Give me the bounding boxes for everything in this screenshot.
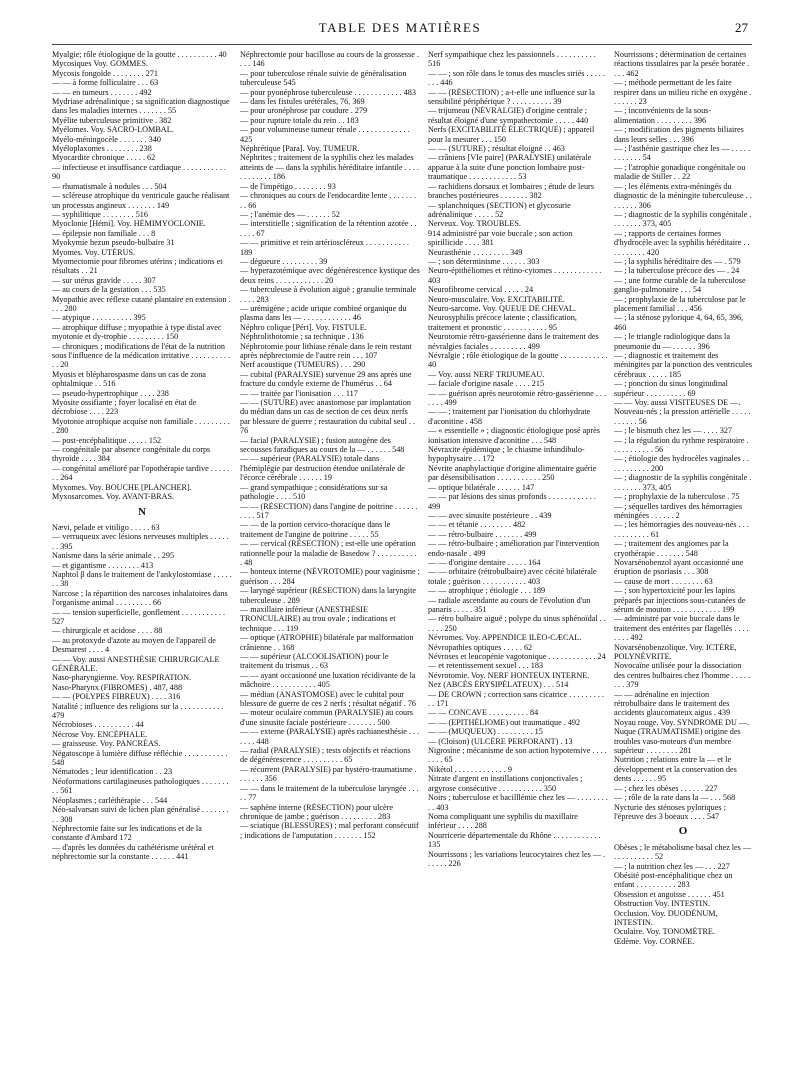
index-entry: — pour volumineuse tumeur rénale . . . . . . . . . . . . . 425 — [240, 125, 410, 144]
index-entry: Nerf sympathique chez les passionnels . . . . . . . . . . 516 — [428, 50, 596, 69]
index-entry: — ; rôle de la rate dans la — . . . 568 — [614, 793, 736, 803]
index-entry: Myosis et blépharospasme dans un cas de zona ophtalmique . . 516 — [52, 369, 206, 389]
index-entry: Mydriase adrénalinique ; sa signification diagnostique dans les maladies internes . . . . . . . 55 — [52, 97, 230, 116]
index-entry: — ; ponction du sinus longitudinal supérieur . . . . . . . . . . 69 — [614, 379, 728, 398]
index-entry: — — guérison après neurotomie rétro-gassérienne . . . . . . . 499 — [428, 388, 607, 408]
index-entry: Nerf acoustique (TUMEURS) . . . 290 — [240, 360, 366, 370]
index-entry: Noma compliquant une syphilis du maxillaire inférieur . . . . 288 — [428, 811, 578, 831]
section-letter: N — [138, 505, 146, 518]
index-entry: Névraxite épidémique ; le chiasme infundibulo-hypophysaire . . 172 — [428, 445, 585, 464]
index-entry: Neurasthénie . . . . . . . . . 349 — [428, 247, 523, 257]
index-entry: Obésité post-encéphalitique chez un enfant . . . . . . . . . . 283 — [614, 870, 733, 890]
index-entry: — atypique . . . . . . . . . . 395 — [52, 313, 146, 323]
index-entry: Œdème. Voy. CORNÉE. — [614, 936, 695, 946]
index-entry: Occlusion. Voy. DUODÉNUM, INTESTIN. — [614, 908, 718, 927]
index-entry: — ; prophylaxie de la tuberculose . 75 — [614, 492, 740, 502]
index-entry: — optique (ATROPHIE) bilatérale par malformation crânienne . . 168 — [240, 633, 414, 652]
index-entry: Nouveau-nés ; la pression artérielle . . . . . . . . . . . 56 — [614, 407, 751, 426]
index-entry: — de l'impétigo . . . . . . . . 93 — [240, 181, 336, 191]
index-entry: Nerfs (EXCITABILITÉ ÉLECTRIQUE) ; appareil pour la mesurer . . . 150 — [428, 125, 595, 144]
index-entry: — — (EPITHÉLIOME) out traumatique . 492 — [428, 717, 581, 727]
index-entry: Myélomes. Voy. SACRO-LOMBAL. — [52, 125, 174, 135]
index-entry: Nématodes ; leur identification . . 23 — [52, 767, 173, 777]
index-entry: — — (RÉSECTION) dans l'angine de poitrine . . . . . . . . . . 517 — [240, 501, 418, 520]
index-entry: Néphro colique [Péri]. Voy. FISTULE. — [240, 322, 367, 332]
index-entry: — — (MUQUEUX) . . . . . . . . . 15 — [428, 727, 543, 737]
index-entry: — ; chez les obèses . . . . . . 227 — [614, 783, 718, 793]
index-entry: — administré par voie buccale dans le traitement des entérites par flagellés . . . . . . . . 492 — [614, 614, 749, 643]
index-entry: Négatoscope à lumière diffuse réfléchie . . . . . . . . . . . 548 — [52, 748, 228, 768]
index-entry: — radiale ascendante au cours de l'évolution d'un panaris . . . . . 351 — [428, 595, 591, 614]
index-entry: — pour uronéphrose par coudure . 279 — [240, 106, 368, 116]
index-entry: — — traitée par l'ionisation . . . 117 — [240, 388, 358, 398]
header-rule — [52, 44, 752, 45]
index-entry: Nez (ABCÈS ÉRYSIPÉLATEUX) . . . 514 — [428, 680, 569, 690]
index-entry: — et retentissement sexuel . . . 183 — [428, 661, 544, 671]
index-entry: Novocaïne utilisée pour la dissociation des centres bulbaires chez l'homme . . . . . . . . 379 — [614, 661, 751, 690]
index-entry: Neurosyphilis précoce latente ; classification, traitement et pronostic . . . . . . . . . . . 95 — [428, 313, 577, 332]
index-entry: — honteux interne (NÉVROTOMIE) pour vaginisme ; guérison . . . 284 — [240, 567, 420, 586]
index-entry: Neurotomie rétro-gassérienne dans le traitement des névralgies faciales . . . . . . . . . 499 — [428, 332, 599, 351]
index-entry: — ; la syphilis héréditaire des — . 579 — [614, 256, 741, 266]
index-entry: Noirs ; tuberculose et bacilllémie chez les — . . . . . . . . . . 403 — [428, 793, 608, 812]
index-entry: — — par lésions des sinus profonds . . . . . . . . . . . . 499 — [428, 492, 596, 511]
index-entry: — rachidiens dorsaux et lombaires ; étude de leurs branches postérieures . . . . . . . 382 — [428, 181, 594, 201]
index-entry: Novarsénobenzolique. Voy. ICTÈRE, POLYNÉVRITE. — [614, 642, 737, 661]
index-entry: Néphrotomie pour lithiase rénale dans le rein restant après néphrectomie de l'autre rein . . . 107 — [240, 341, 412, 360]
index-entry: — ; prophylaxie de la tuberculose par le placement familial . . . 456 — [614, 294, 746, 313]
index-entry: Mycosis fongoïde . . . . . . . . 271 — [52, 68, 158, 78]
index-column-2 — [240, 50, 420, 840]
index-entry: — moteur oculaire commun (PARALYSIE) au cours d'une sinusite faciale postérieure . . . . . . . 500 — [240, 708, 414, 727]
index-entry: — et gigantisme . . . . . . . . 413 — [52, 560, 154, 570]
index-entry: — au cours de la gestation . . . 535 — [52, 285, 166, 295]
index-entry: Myomectomie pour fibromes utérins ; indications et résultats . . 21 — [52, 256, 223, 276]
index-entry: — pour pyonéphrose tuberculeuse . . . . . . . . . . . . 483 — [240, 87, 416, 97]
index-entry: — — de la portion cervico-thoracique dans le traitement de l'angine de poitrine . . . . . 55 — [240, 520, 391, 539]
index-entry: Néoplasmes ; carléthérapie . . . 544 — [52, 795, 168, 805]
index-entry: — — ; traitement par l'ionisation du chlorhydrate d'aconitine . 458 — [428, 407, 591, 426]
index-entry: Nycturie des sténoses pyloriques ; l'épreuve des 3 boeaux . . . . 547 — [614, 802, 726, 821]
index-entry: — post-encéphalitique . . . . . 152 — [52, 435, 162, 445]
index-column-3 — [428, 50, 608, 868]
index-entry: Myosite ossifiante ; foyer localisé en état de décrobiose . . . . 223 — [52, 398, 197, 417]
index-entry: — sciatique (BLESSURES) ; mal perforant consécutif ; indications de l'amputation . . . . . . . 152 — [240, 821, 419, 840]
index-entry: — scléreuse atrophique du ventricule gauche réalisant un processus angineux . . . . . . . 149 — [52, 191, 230, 210]
index-entry: — — (RÉSECTION) ; a-t-elle une influence sur la sensibilité périphérique ? . . . . . . . . . . 39 — [428, 87, 595, 107]
index-entry: — optique bilatérale . . . . . . 147 — [428, 482, 535, 492]
index-entry: Nuque (TRAUMATISME) origine des troubles vaso-moteurs d'un membre supérieur . . . . . . . . 281 — [614, 727, 741, 756]
index-entry: — — cervical (RÉSECTION) ; est-elle une opération rationnelle pour la maladie de Basedow ? . . . . . . . . . . . 48 — [240, 539, 417, 567]
index-entry: — — rétro-bulbaire ; amélioration par l'intervention endo-nasale . 499 — [428, 539, 600, 558]
index-entry: Obsession et angoisse . . . . . . 451 — [614, 889, 725, 899]
index-entry: — syphilitique . . . . . . . . 516 — [52, 209, 148, 219]
index-entry: — — adrénaline en injection rétrobulbaire dans le traitement des accidents glaucomateux aigus . 439 — [614, 689, 731, 718]
running-title: TABLE DES MATIÈRES — [318, 20, 482, 35]
index-entry: — urémigène ; acide urique combiné organique du plasma dans les — . . . . . . . . . . . . 46 — [240, 303, 407, 323]
index-entry: Névroses et leucopénie vagotonique . . . . . . . . . . . . 24 — [428, 652, 606, 661]
index-entry: — épilepsie non familiale . . . 8 — [52, 228, 156, 238]
index-entry: — ; séquelles tardives des hémorragies méningées . . . . . . 2 — [614, 501, 743, 520]
index-entry: Nævi, pelade et vitiligo . . . . . 63 — [52, 522, 160, 532]
index-entry: — — Voy. aussi VISITEUSES DE —. — [614, 398, 741, 408]
index-entry: — — dans le traitement de la tuberculose laryngée . . . . . 77 — [240, 783, 419, 803]
index-entry: — splanchniques (SECTION) et glycosurie adrénalinique . . . . . 52 — [428, 200, 571, 219]
index-entry: — congénital amélioré par l'opothérapie tardive . . . . . . . 264 — [52, 463, 230, 483]
index-entry: — grand sympathique ; considérations sur sa pathologie . . . . 510 — [240, 482, 388, 502]
index-entry: Myxomes. Voy. BOUCHE [PLANCHER]. — [52, 482, 192, 492]
index-entry: Naso-pharyngienne. Voy. RESPIRATION. — [52, 673, 192, 683]
index-entry: — atrophique diffuse ; myopathie à type distal avec myotonie et dy-trophie . . . . . . . . . 150 — [52, 322, 222, 342]
index-entry: Naphtol β dans le traitement de l'ankylostomiase . . . . . . . 38 — [52, 569, 232, 589]
index-entry: — sur utérus gravide . . . . . 307 — [52, 275, 156, 285]
index-entry: — DE CROWN ; correction sans cicatrice . . . . . . . . . . . 171 — [428, 689, 604, 709]
index-entry: — maxillaire inférieur (ANESTHÉSIE TRONCULAIRE) au trou ovale ; indications et technique . . . 119 — [240, 604, 396, 633]
index-entry: — ; l'anémie des — . . . . . . 52 — [240, 209, 340, 219]
index-entry: Myokymie hezun pseudo-bulbaire 31 — [52, 238, 175, 248]
index-entry: Natalité ; influence des religions sur la . . . . . . . . . . . 479 — [52, 701, 224, 721]
index-entry: — ; son déterminisme . . . . . . 303 — [428, 256, 540, 266]
index-entry: — trijumeau (NÉVRALGIE) d'origine centrale ; résultat éloigné d'une sympathectomie . . . . . 440 — [428, 106, 589, 125]
index-entry: — ; traitement des angiomes par la cryothérapie . . . . . . . 548 — [614, 539, 729, 558]
index-entry: Néoformations cartilagineuses pathologiques . . . . . . . . . 561 — [52, 776, 229, 796]
index-entry: — — externe (PARALYSIE) après rachianesthésie . . . . . . . 448 — [240, 727, 420, 746]
index-entry: Novarsénobenzol ayant occasionné une éruption de psoriasis . . . 308 — [614, 557, 744, 577]
index-entry: — d'après les données du cathétérisme urétéral et néphrectomie sur la constante . . . . . . 441 — [52, 842, 214, 862]
index-entry: Névropathies optiques . . . . . 62 — [428, 642, 533, 652]
index-entry: — cubital (PARALYSIE) survenue 29 ans après une fracture du condyle externe de l'humérus . . 64 — [240, 369, 412, 389]
index-entry: — — rétro-bulbaire . . . . . . . 499 — [428, 529, 537, 539]
index-entry: — radial (PARALYSIE) ; tests objectifs et réactions de dégénérescence . . . . . . . . . . 65 — [240, 746, 411, 765]
index-entry: Myoclonie [Hémi]. Voy. HÉMIMYOCLONIE. — [52, 219, 206, 229]
index-column-1 — [52, 50, 232, 862]
section-letter: O — [678, 825, 688, 838]
index-entry: Myélite tuberculeuse primitive . 382 — [52, 115, 172, 125]
index-entry: — graisseuse. Voy. PANCRÉAS. — [52, 739, 161, 749]
index-entry: Oculaire. Voy. TONOMÈTRE. — [614, 927, 715, 937]
index-entry: — ; diagnostic de la syphilis congénitale . . . . . . . . 373, 405 — [614, 473, 752, 492]
index-entry: — — et tétanie . . . . . . . . 482 — [428, 520, 526, 530]
index-entry: — interstitielle ; signification de la rétention azotée . . . . . . 67 — [240, 219, 417, 238]
index-entry: Néphrectomie faite sur les indications et de la constante d'Ambard 172 — [52, 823, 202, 843]
index-entry: Neuro-musculaire. Voy. EXCITABILITÉ. — [428, 294, 565, 304]
index-entry: — ; une forme curable de la tuberculose ganglio-pulmonaire . . . 54 — [614, 275, 746, 295]
index-entry: Nitrate d'argent en instillations conjonctivales ; argyrose consécutive . . . . . . . . . . . 350 — [428, 774, 583, 793]
index-entry: Nourrissons ; détermination de certaines réactions tissulaires par la pesée boratée . . . . 462 — [614, 50, 750, 78]
index-entry: — laryngé supérieur (RÉSECTION) dans la laryngite tuberculeuse . 289 — [240, 586, 416, 605]
index-entry: — ; l'asthénie gastrique chez les — . . . . . . . . . . . . 54 — [614, 144, 751, 163]
index-entry: — — en tumeurs . . . . . . . 492 — [52, 87, 152, 97]
index-entry: — ; modification des pigments biliaires dans leurs selles . . . 396 — [614, 125, 744, 144]
index-entry: — ; la sténose pylorique 4, 64, 65, 396, 460 — [614, 313, 744, 332]
index-entry: Nigrosine ; mécanisme de son action hypotensive . . . . . . . . 65 — [428, 746, 607, 765]
index-entry: — congénitale par absence congénitale du corps thyroïde . . . . 384 — [52, 445, 211, 464]
index-entry: — ; la tuberculose précoce des — . 24 — [614, 266, 740, 276]
index-entry: Narcose ; la répartition des narcoses inhalatoires dans l'organisme animal . . . . . . . . . 66 — [52, 588, 228, 608]
index-entry: — ; rapports de certaines formes d'hydrocèle avec la syphilis héréditaire . . . . . . . . . . 420 — [614, 228, 750, 257]
index-entry: — ; les hémorragies des nouveau-nés . . . . . . . . . . . . 61 — [614, 520, 749, 539]
index-entry: — ; étiologie des hydrocèles vaginales . . . . . . . . . . . 200 — [614, 454, 749, 473]
index-entry: Neuro-sarcome. Voy. QUEUE DE CHEVAL. — [428, 303, 576, 313]
index-entry: — facial (PARALYSIE) ; fusion autogène des secousses faradiques au cours de la — . . . . . . 548 — [240, 435, 405, 455]
index-entry: Neurofibrome cervical . . . . . 24 — [428, 285, 534, 295]
index-entry: — ; le bismuth chez les — . . . . 327 — [614, 426, 733, 436]
index-entry: — ; diagnostic de la syphilis congénitale . . . . . . . . 373, 405 — [614, 209, 752, 229]
index-entry: Myélo-méningocèle . . . . . . . 340 — [52, 134, 161, 144]
index-entry: — — d'origine dentaire . . . . . 164 — [428, 557, 541, 567]
index-entry: — saphène interne (RÉSECTION) pour ulcère chronique de jambe ; guérison . . . . . . . . . 283 — [240, 802, 394, 821]
index-entry: — — (SUTURE) ; résultat éloigné . . 463 — [428, 144, 565, 154]
index-entry: — ; diagnostic et traitement des méningites par la ponction des ventricules cérébraux . . . . . 185 — [614, 351, 752, 379]
index-entry: — faciale d'origine nasale . . . . 215 — [428, 379, 545, 389]
index-entry: — cause de mort . . . . . . . . 63 — [614, 576, 713, 586]
index-entry: Néphrolithotomie ; sa technique . 136 — [240, 332, 364, 342]
index-entry: Noyau rouge. Voy. SYNDROME DU —. — [614, 717, 750, 727]
index-entry: Nécrose Voy. ENCÉPHALE. — [52, 729, 148, 739]
index-entry: — chroniques au cours de l'endocardite lente . . . . . . . . . 66 — [240, 191, 417, 210]
index-entry: — ; l'atrophie gonadique congénitale ou maladie de Stiller . . 22 — [614, 162, 746, 182]
index-entry: Mycosiques Voy. GOMMES. — [52, 59, 149, 69]
index-entry: Nutrition ; relations entre la — et le développement et la conservation des dents . . . . . . 95 — [614, 755, 737, 784]
index-entry: — — avec sinusite postérieure . . 439 — [428, 510, 552, 520]
index-entry: — ; méthode permettant de les faire respirer dans un milieu riche en oxygène . . . . . . . 23 — [614, 78, 752, 107]
index-entry: — ; les éléments extra-méningés du diagnostic de la méningite tuberculeuse . . . . . . . . 306 — [614, 181, 752, 210]
index-entry: Myomes. Voy. UTÉRUS. — [52, 247, 136, 257]
index-entry: — rétro bulbaire aiguë ; polype du sinus sphénoïdal . . . . . . 250 — [428, 614, 606, 633]
index-entry: Néphrites ; traitement de la syphilis chez les malades atteints de — dans la syphilis héréditaire infantile . . . . . . . . . . . . 186 — [240, 153, 419, 182]
index-entry: — chirurgicale et acidose . . . . 88 — [52, 626, 163, 636]
index-entry: — hyperazotémique avec dégénérescence kystique des deux reins . . . . . . . . . . . . 20 — [240, 266, 420, 285]
index-entry: Névrotomie. Voy. NERF HONTEUX INTERNE. — [428, 670, 590, 680]
index-entry: Névralgie ; rôle étiologique de la goutte . . . . . . . . . . . . 40 — [428, 351, 608, 370]
index-entry: Névromes. Voy. APPENDICE ILÉO-CÆCAL. — [428, 633, 582, 643]
index-entry: Myalgie; rôle étiologique de la goutte . . . . . . . . . . 40 — [52, 50, 227, 59]
index-entry: Nécrobioses . . . . . . . . . . 44 — [52, 720, 144, 730]
index-entry: Neuro-épithéliomes et rétino-cytomes . . . . . . . . . . . . 403 — [428, 266, 602, 285]
index-entry: Nourrissons ; les variations leucocytaires chez les — . . . . . . 226 — [428, 849, 606, 868]
index-entry: — crâniens [VIe paire] (PARALYSIE) unilatérale apparue à la suite d'une ponction lombaire post-traumatique . . . . . . . . . . . . 53 — [428, 153, 592, 182]
index-entry: — pour rupture totale du rein . . 183 — [240, 115, 359, 125]
index-entry: — au protoxyde d'azote au moyen de l'appareil de Desmarest . . . . 4 — [52, 635, 216, 655]
index-entry: Nanisme dans la série animale . . 295 — [52, 551, 175, 561]
index-entry: Naso-Pharynx (FIBROMES) . 487, 488 — [52, 682, 183, 692]
index-entry: Myéloplaxomes . . . . . . . . 238 — [52, 144, 152, 154]
index-entry: — ; son hypertoxicité pour les lapins préparés par injections sous-cutanées de sérum de mouton . . . . . . . . . . . . 199 — [614, 586, 746, 614]
index-entry: — rhumatismale à nodules . . . 504 — [52, 181, 167, 191]
index-entry: — ; la régulation du rythme respiratoire . . . . . . . . . . . 56 — [614, 435, 749, 455]
index-entry: Néo-salvarsan suivi de lichen plan généralisé . . . . . . . . . 308 — [52, 805, 229, 824]
index-entry: — — tension superficielle, gonflement . . . . . . . . . . . 527 — [52, 607, 226, 626]
index-entry: Nourricerie départementale du Rhône . . . . . . . . . . . . 135 — [428, 830, 601, 850]
index-entry: — — à forme folliculaire . . . 63 — [52, 78, 159, 88]
index-entry: Nikétol . . . . . . . . . . . . . 9 — [428, 764, 512, 774]
index-entry: — — ; son rôle dans le tonus des muscles striés . . . . . . . . 446 — [428, 68, 605, 88]
index-entry: Myocardite chronique . . . . . 62 — [52, 153, 156, 163]
index-entry: — ; la nutrition chez les — . . . 227 — [614, 861, 730, 871]
index-entry: — — (SUTURE) avec anastomose par implantation du médian dans un cas de section de ces deux nerfs par blessure de guerre ; restauration du cubital seul . . 76 — [240, 398, 416, 436]
index-entry: — « essentielle » ; diagnostic étiologique posé après ionisation intensive d'aconitine . . . 548 — [428, 426, 600, 445]
index-entry: — médian (ANASTOMOSE) avec le cubital pour blessure de guerre de ces 2 nerfs ; résultat négatif . 76 — [240, 689, 416, 709]
index-entry: — ; le triangle radiologique dans la pneumonie du — . . . . . . 396 — [614, 332, 730, 351]
index-entry: Myopathie avec réflexe cutané plantaire en extension . . . . 280 — [52, 294, 231, 313]
index-entry: — ; inconvénients de la sous-alimentation . . . . . . . . . 396 — [614, 106, 712, 125]
index-entry: — — (POLYPES FIBREUX) . . . . 316 — [52, 692, 181, 702]
index-entry: — — Voy. aussi ANESTHÉSIE CHIRURGICALE GÉNÉRALE. — [52, 654, 220, 673]
index-entry: — — CONCAVE . . . . . . . . . . 84 — [428, 708, 539, 718]
index-entry: Néphrectomie pour bacillose au cours de la grossesse . . . . 146 — [240, 50, 419, 69]
index-entry: — — atrophique ; étiologie . . . 189 — [428, 586, 546, 596]
index-entry: Myotonie atrophique acquise non familiale . . . . . . . . . . 280 — [52, 416, 230, 436]
index-entry: — chroniques ; modifications de l'état de la nutrition sous l'influence de la médication irritative . . . . . . . . . . . . 20 — [52, 341, 231, 370]
index-entry: — infectieuse et insuffisance cardiaque . . . . . . . . . . . 90 — [52, 162, 227, 182]
index-entry: Obstruction Voy. INTESTIN. — [614, 899, 711, 909]
index-entry: — — supérieur (ALCOOLISATION) pour le traitement du trismus . . 63 — [240, 652, 389, 671]
index-entry: — Voy. aussi NERF TRIJUMEAU. — [428, 369, 545, 379]
index-entry: 914 administré par voie buccale ; son action spirillicide . . . . 381 — [428, 228, 573, 248]
index-entry: — — primitive et rein artérioscléreux . . . . . . . . . . . 189 — [240, 238, 409, 257]
index-entry: — — ayant occasionné une luxation récidivante de la mâchoire . . . . . . . . . . . 405 — [240, 670, 416, 690]
index-entry: — pseudo-hypertrophique . . . . 238 — [52, 388, 169, 398]
index-entry: — pour tuberculose rénale suivie de généralisation tuberculeuse 545 — [240, 68, 407, 88]
index-entry: — dégueure . . . . . . . . . 39 — [240, 256, 328, 266]
page-number: 27 — [735, 20, 748, 35]
index-entry: — verruqueux avec lésions nerveuses multiples . . . . . . . 395 — [52, 532, 229, 551]
index-entry: Obèses ; le métabolisme basal chez les — . . . . . . . . . . 52 — [614, 842, 752, 862]
page-header — [0, 14, 800, 38]
index-entry: — tuberculeuse à évolution aiguë ; granulie terminale . . . . 283 — [240, 285, 417, 304]
index-entry: — — orbitaire (rétrobulbaire) avec cécité bilatérale totale ; guérison . . . . . . . . . . . 403 — [428, 567, 597, 586]
index-entry: — récurrent (PARALYSIE) par hystéro-traumatisme . . . . . . . 356 — [240, 764, 417, 784]
index-entry: Myxosarcomes. Voy. AVANT-BRAS. — [52, 492, 175, 502]
index-entry: Nerveux. Voy. TROUBLES. — [428, 219, 521, 229]
index-entry: — — supérieur (PARALYSIE) totale dans l'hémiplégie par destruction étendue unilatérale de l'écorce cérébrale . . . . . . 19 — [240, 454, 405, 483]
index-entry: Néphrétique [Para]. Voy. TUMEUR. — [240, 144, 360, 154]
index-entry: — (Cloison) (ULCÈRE PERFORANT) . 13 — [428, 736, 573, 746]
index-entry: — dans les fistules urétérales, 76, 369 — [240, 97, 365, 107]
index-entry: Névrite anaphylactique d'origine alimentaire guérie par désensibilisation . . . . . . . . . . . 250 — [428, 463, 597, 483]
index-column-4 — [614, 50, 752, 946]
